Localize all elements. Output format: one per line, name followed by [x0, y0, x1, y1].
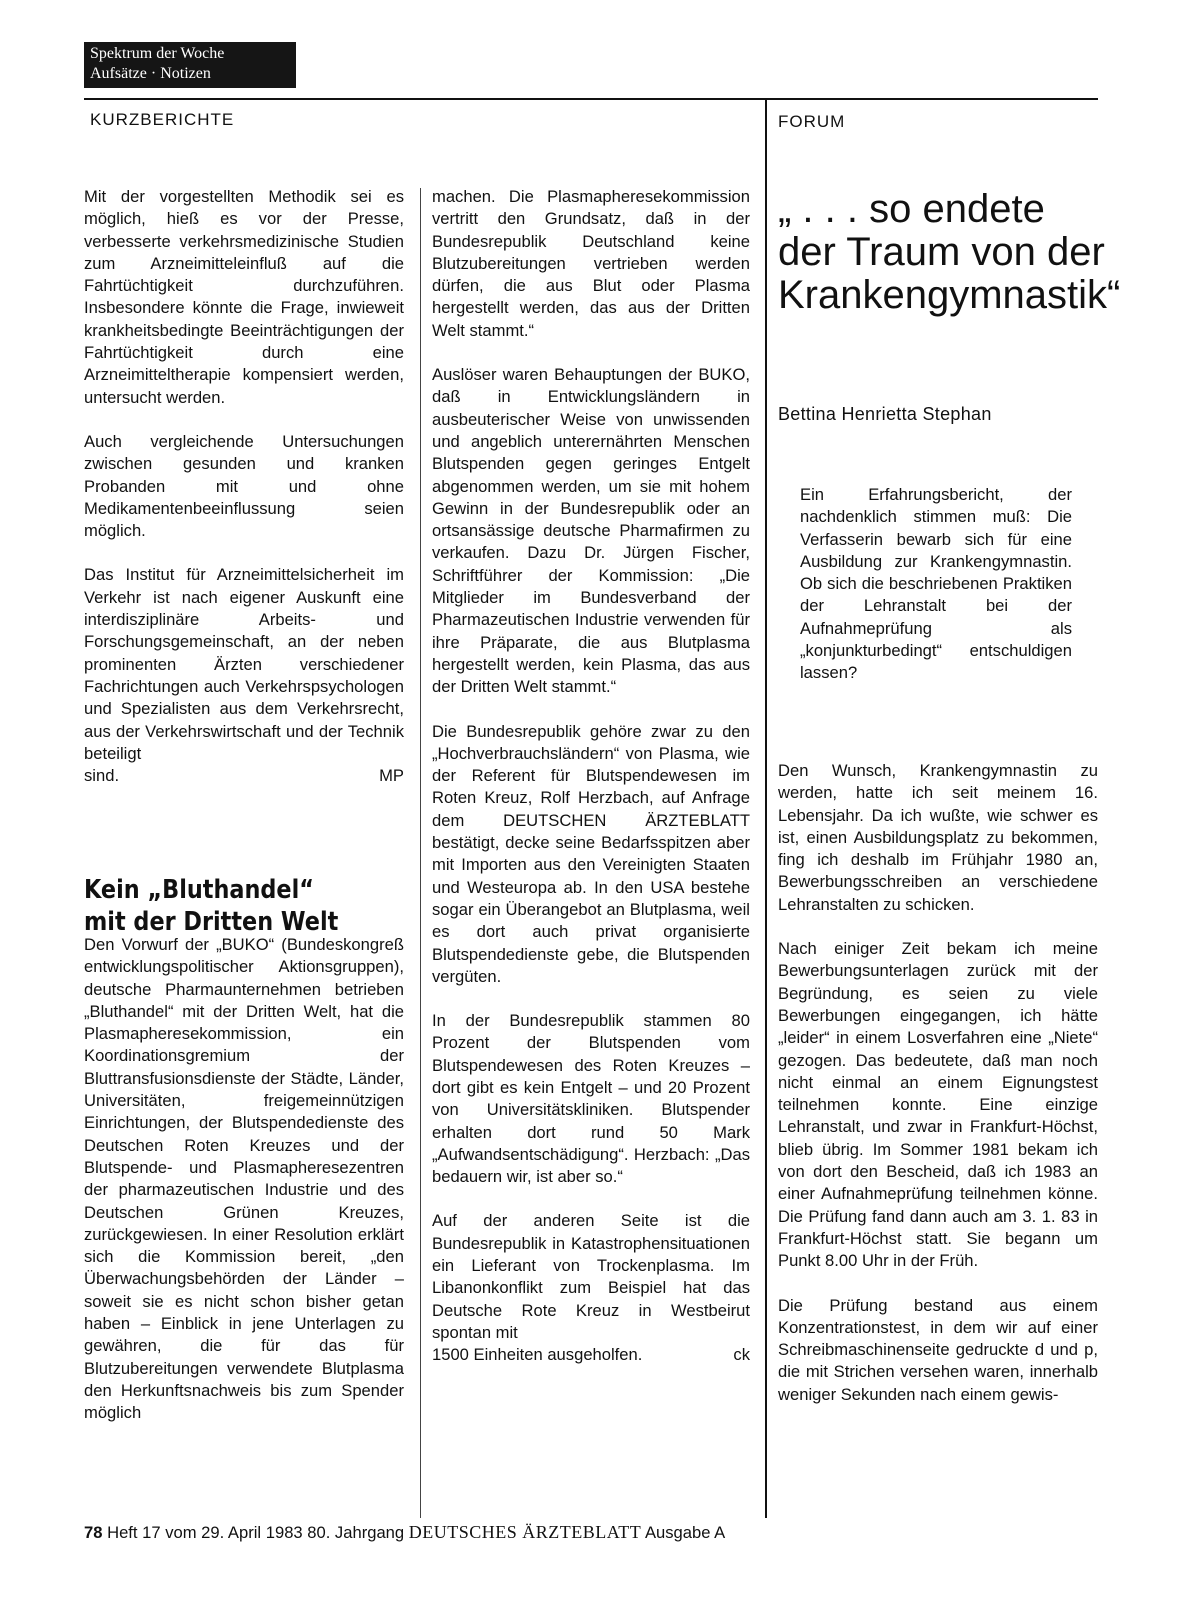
section-label-kurzberichte: KURZBERICHTE — [90, 110, 235, 129]
column-1-article — [84, 934, 404, 1447]
column-2 — [432, 186, 750, 1367]
col2-paragraph-3: Die Bundesrepublik gehöre zwar zu den „Hochverbrauchsländern“ von Plasma, wie der Referent für Blutspendewesen im Roten Kreuz, Rolf Herzbach, auf Anfrage dem DEUTSCHEN ÄRZTEBLATT bestätigt, decke seine Bedarfsspitzen aber mit Importen aus den Vereinigten Staaten und Westeuropa ab. In den USA bestehe sogar ein Überangebot an Blutplasma, weil es dort auch privat organisierte Blutspendedienste gebe, die Blutspenden vergüten. — [432, 721, 750, 986]
forum-author: Bettina Henrietta Stephan — [778, 404, 992, 424]
col2-paragraph-4: In der Bundesrepublik stammen 80 Prozent der Blutspenden vom Blutspendewesen des Roten Kreuzes – dort gibt es kein Entgelt – und 20 Prozent von Universitätskliniken. Blutspender erhalten dort rund 50 Mark „Aufwandsentschädigung“. Herzbach: „Das bedauern wir, ist aber so.“ — [432, 1011, 750, 1187]
headline-line-2: mit der Dritten Welt — [84, 907, 339, 937]
top-rule — [84, 98, 1098, 100]
edition-info: Ausgabe A — [644, 1523, 726, 1542]
col1-signature: MP — [379, 766, 404, 786]
col2-paragraph-1: machen. Die Plasmapheresekommission vertritt den Grundsatz, daß in der Bundesrepublik Deutschland keine Blutzubereitungen vertrieben werden dürfen, die aus Blut oder Plasma hergestellt werden, das aus der Dritten Welt stammt.“ — [432, 187, 750, 340]
col1-paragraph-4: Den Vorwurf der „BUKO“ (Bundeskongreß entwicklungspolitischer Aktionsgruppen), deutsche Pharmaunternehmen betrieben „Bluthandel“ mit der Dritten Welt, hat die Plasmapheresekommission, ein Koordinationsgremium der Bluttransfusionsdienste der Städte, Länder, Universitäten, freigemeinnützigen Einrichtungen, der Blutspendedienste des Deutschen Roten Kreuzes und der Blutspende- und Plasmapheresezentren der pharmazeutischen Industrie und des Deutschen Grünen Kreuzes, zurückgewiesen. In einer Resolution erklärt sich die Kommission bereit, „den Überwachungsbehörden der Länder – soweit sie es nicht schon bisher getan haben – Einblick in jene Unterlagen zu gewähren, die für das für Blutzubereitungen verwendete Blutplasma den Herkunftsnachweis bis zum Spender möglich — [84, 935, 404, 1423]
column-divider — [420, 188, 421, 1518]
forum-lead: Ein Erfahrungsbericht, der nachdenklich stimmen muß: Die Verfasserin bewarb sich für eine Ausbildung zur Krankengymnastin. Ob sich die beschriebenen Praktiken der Lehranstalt bei der Aufnahmeprüfung als „konjunkturbedingt“ entschuldigen lassen? — [800, 485, 1072, 683]
article-headline — [84, 874, 359, 938]
header-line-2: Aufsätze · Notizen — [90, 65, 211, 82]
page-number: 78 — [84, 1523, 103, 1542]
column-1 — [84, 186, 404, 787]
forum-paragraph-2: Nach einiger Zeit bekam ich meine Bewerbungsunterlagen zurück mit der Begründung, es seien zu viele Bewerbungen eingegangen, ich hätte „leider“ in einem Losverfahren eine „Niete“ gezogen. Das bedeutete, daß man noch nicht einmal an einem Eignungstest teilnehmen konnte. Eine einzige Lehranstalt, und zwar in Frankfurt-Höchst, blieb übrig. Im Sommer 1981 bekam ich von dort den Bescheid, daß ich 1983 an einer Aufnahmeprüfung teilnehmen könne. Die Prüfung fand dann auch am 3. 1. 83 in Frankfurt-Höchst statt. Sie begann um Punkt 8.00 Uhr in der Früh. — [778, 939, 1098, 1271]
col1-paragraph-3: Das Institut für Arzneimittelsicherheit im Verkehr ist nach eigener Auskunft eine interdisziplinäre Arbeits- und Forschungsgemeinschaft, an der neben prominenten Ärzten verschiedener Fachrichtungen auch Verkehrspsychologen und Spezialisten aus dem Verkehrsrecht, aus der Verkehrswirtschaft und der Technik beteiligt — [84, 565, 404, 763]
col2-signature-line — [432, 1344, 750, 1366]
forum-body — [778, 760, 1098, 1428]
col1-signature-line — [84, 765, 404, 787]
section-label-forum: FORUM — [778, 112, 846, 131]
section-header-box — [84, 42, 296, 88]
forum-title: „ . . . so endete der Traum von der Krankengymnastik“ — [778, 187, 1121, 317]
col1-paragraph-2: Auch vergleichende Untersuchungen zwischen gesunden und kranken Probanden mit und ohne Medikamentenbeeinflussung seien möglich. — [84, 431, 404, 541]
header-line-1: Spektrum der Woche — [90, 45, 225, 62]
forum-paragraph-1: Den Wunsch, Krankengymnastin zu werden, hatte ich seit meinem 16. Lebensjahr. Da ich wußte, wie schwer es ist, einen Ausbildungsplatz zu bekommen, fing ich deshalb im Frühjahr 1980 an, Bewerbungsschreiben an verschiedene Lehranstalten zu schicken. — [778, 761, 1098, 914]
page-footer — [84, 1522, 725, 1543]
col2-signature: ck — [733, 1345, 750, 1365]
col1-paragraph-1: Mit der vorgestellten Methodik sei es möglich, hieß es vor der Presse, verbesserte verkehrsmedizinische Studien zum Arzneimitteleinfluß auf die Fahrtüchtigkeit durchzuführen. Insbesondere könnte die Frage, inwieweit krankheitsbedingte Beeinträchtigungen der Fahrtüchtigkeit durch eine Arzneimitteltherapie kompensiert werden, untersucht werden. — [84, 187, 404, 407]
forum-paragraph-3: Die Prüfung bestand aus einem Konzentrationstest, in dem wir auf einer Schreibmaschinenseite gedruckte d und p, die mit Strichen versehen waren, innerhalb weniger Sekunden nach einem gewis- — [778, 1295, 1098, 1404]
headline-line-1: Kein „Bluthandel“ — [84, 875, 314, 905]
col2-paragraph-5: Auf der anderen Seite ist die Bundesrepublik in Katastrophensituationen ein Lieferant von Trockenplasma. Im Libanonkonflikt zum Beispiel hat das Deutsche Rote Kreuz in Westbeirut spontan mit — [432, 1211, 750, 1342]
forum-divider — [765, 98, 767, 1518]
journal-name: DEUTSCHES ÄRZTEBLATT — [408, 1522, 642, 1542]
col2-paragraph-5-end: 1500 Einheiten ausgeholfen. — [432, 1345, 643, 1365]
col2-paragraph-2: Auslöser waren Behauptungen der BUKO, daß in Entwicklungsländern in ausbeuterischer Weise von unwissenden und angeblich unterernährten Menschen Blutspenden gegen geringes Entgelt abgenommen werden, um sie mit hohem Gewinn in der Bundesrepublik oder an ortsansässige deutsche Pharmafirmen zu verkaufen. Dazu Dr. Jürgen Fischer, Schriftführer der Kommission: „Die Mitglieder im Bundesverband der Pharmazeutischen Industrie verwenden für ihre Präparate, die aus Blutplasma hergestellt werden, kein Plasma, das aus der Dritten Welt stammt.“ — [432, 365, 750, 697]
col1-paragraph-3-end: sind. — [84, 766, 120, 786]
issue-info: Heft 17 vom 29. April 1983 80. Jahrgang — [107, 1523, 405, 1542]
